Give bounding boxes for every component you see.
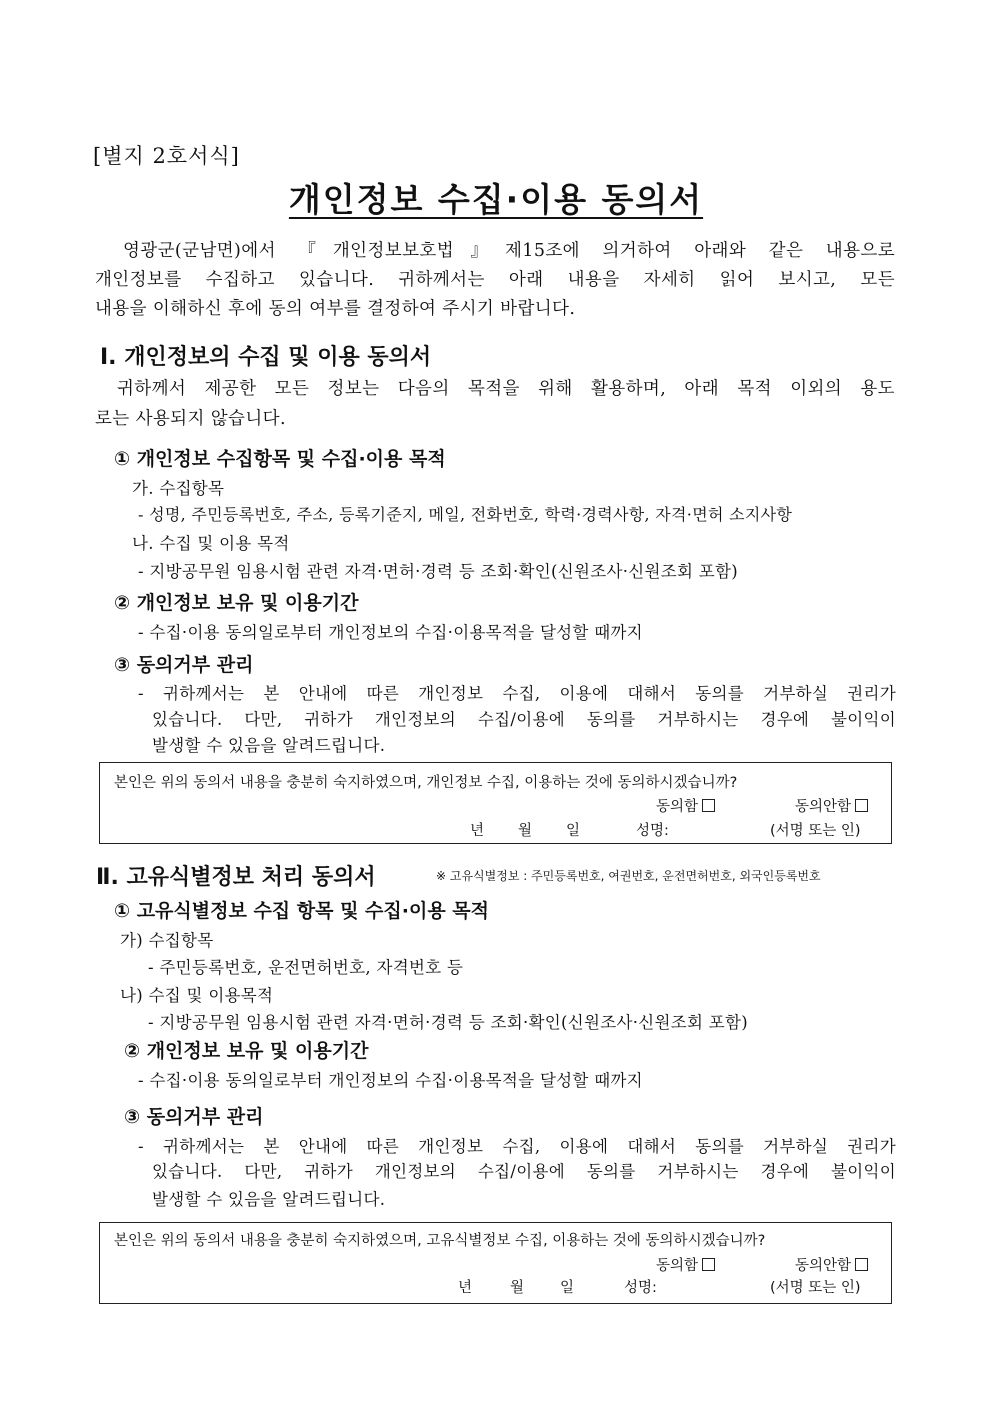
section1-collect-items-label: 가. 수집항목: [132, 479, 225, 498]
section1-month-label: 월: [518, 823, 533, 839]
section2-purpose-label: 나) 수집 및 이용목적: [120, 986, 274, 1005]
section1-name-label: 성명:: [636, 823, 669, 839]
section1-disagree-checkbox[interactable]: [855, 799, 868, 812]
intro-line-1: 영광군(군남면)에서 『개인정보보호법』제15조에 의거하여 아래와 같은 내용으로: [123, 241, 895, 261]
section2-refusal-line-3: 발생할 수 있음을 알려드립니다.: [152, 1190, 386, 1209]
section2-name-label: 성명:: [624, 1280, 657, 1296]
section2-disagree-option[interactable]: [795, 1254, 868, 1275]
section1-refusal-line-2: 있습니다. 다만, 귀하가 개인정보의 수집/이용에 동의를 거부하시는 경우에 불이익이: [152, 710, 896, 729]
intro-line-2: 개인정보를 수집하고 있습니다. 귀하께서는 아래 내용을 자세히 읽어 보시고, 모든: [95, 270, 895, 290]
section2-sign-label: (서명 또는 인): [770, 1280, 861, 1296]
section1-year-label: 년: [470, 823, 485, 839]
section1-retention: - 수집·이용 동의일로부터 개인정보의 수집·이용목적을 달성할 때까지: [138, 623, 643, 642]
section1-agree-label: 동의함: [656, 799, 699, 815]
section1-sign-label: (서명 또는 인): [770, 823, 861, 839]
section1-agree-option[interactable]: [656, 795, 715, 816]
section1-title: Ⅰ. 개인정보의 수집 및 이용 동의서: [100, 345, 432, 370]
section2-agree-checkbox[interactable]: [702, 1258, 715, 1271]
section1-sub2-title: ② 개인정보 보유 및 이용기간: [114, 592, 359, 614]
section2-disagree-checkbox[interactable]: [855, 1258, 868, 1271]
page-title: [0, 174, 992, 221]
section2-month-label: 월: [510, 1280, 525, 1296]
section1-disagree-option[interactable]: [795, 795, 868, 816]
section2-collect-items: - 주민등록번호, 운전면허번호, 자격번호 등: [148, 958, 464, 977]
section1-desc-line-1: 귀하께서 제공한 모든 정보는 다음의 목적을 위해 활용하며, 아래 목적 이외의 용도: [117, 379, 895, 399]
section1-agree-checkbox[interactable]: [702, 799, 715, 812]
section2-sub1-title: ① 고유식별정보 수집 항목 및 수집·이용 목적: [114, 900, 490, 922]
section2-consent-box: [99, 1222, 892, 1304]
form-label: [별지 2호서식]: [93, 144, 240, 168]
section1-purpose: - 지방공무원 임용시험 관련 자격·면허·경력 등 조회·확인(신원조사·신원조회 포함): [138, 562, 738, 581]
section1-consent-box: [99, 762, 892, 844]
section2-consent-question: 본인은 위의 동의서 내용을 충분히 숙지하였으며, 고유식별정보 수집, 이용하는 것에 동의하시겠습니까?: [114, 1233, 766, 1249]
section1-desc-line-2: 로는 사용되지 않습니다.: [95, 409, 286, 429]
intro-line-3: 내용을 이해하신 후에 동의 여부를 결정하여 주시기 바랍니다.: [95, 299, 576, 319]
section2-sub2-title: ② 개인정보 보유 및 이용기간: [124, 1040, 369, 1062]
section1-consent-question: 본인은 위의 동의서 내용을 충분히 숙지하였으며, 개인정보 수집, 이용하는 것에 동의하시겠습니까?: [114, 775, 738, 791]
section2-year-label: 년: [458, 1280, 473, 1296]
section2-refusal-line-2: 있습니다. 다만, 귀하가 개인정보의 수집/이용에 동의를 거부하시는 경우에 불이익이: [152, 1162, 896, 1181]
section2-refusal-line-1: - 귀하께서는 본 안내에 따른 개인정보 수집, 이용에 대해서 동의를 거부하실 권리가: [138, 1137, 896, 1156]
section2-agree-label: 동의함: [656, 1258, 699, 1274]
section1-collect-items: - 성명, 주민등록번호, 주소, 등록기준지, 메일, 전화번호, 학력·경력사항, 자격·면허 소지사항: [138, 505, 793, 524]
page-title-text: 개인정보 수집·이용 동의서: [288, 180, 704, 219]
section1-purpose-label: 나. 수집 및 이용 목적: [132, 534, 290, 553]
section2-title: Ⅱ. 고유식별정보 처리 동의서: [96, 865, 376, 890]
section2-agree-option[interactable]: [656, 1254, 715, 1275]
section2-disagree-label: 동의안함: [795, 1258, 852, 1274]
section1-sub3-title: ③ 동의거부 관리: [114, 654, 254, 676]
section2-retention: - 수집·이용 동의일로부터 개인정보의 수집·이용목적을 달성할 때까지: [138, 1071, 643, 1090]
section2-collect-items-label: 가) 수집항목: [120, 931, 214, 950]
section2-sub3-title: ③ 동의거부 관리: [124, 1106, 264, 1128]
section2-note: ※ 고유식별정보 : 주민등록번호, 여권번호, 운전면허번호, 외국인등록번호: [436, 869, 821, 883]
section1-refusal-line-3: 발생할 수 있음을 알려드립니다.: [152, 736, 386, 755]
section1-sub1-title: ① 개인정보 수집항목 및 수집·이용 목적: [114, 448, 446, 470]
section1-refusal-line-1: - 귀하께서는 본 안내에 따른 개인정보 수집, 이용에 대해서 동의를 거부하실 권리가: [138, 684, 896, 703]
section2-purpose: - 지방공무원 임용시험 관련 자격·면허·경력 등 조회·확인(신원조사·신원조회 포함): [148, 1013, 748, 1032]
section1-day-label: 일: [566, 823, 581, 839]
section1-disagree-label: 동의안함: [795, 799, 852, 815]
section2-day-label: 일: [560, 1280, 575, 1296]
